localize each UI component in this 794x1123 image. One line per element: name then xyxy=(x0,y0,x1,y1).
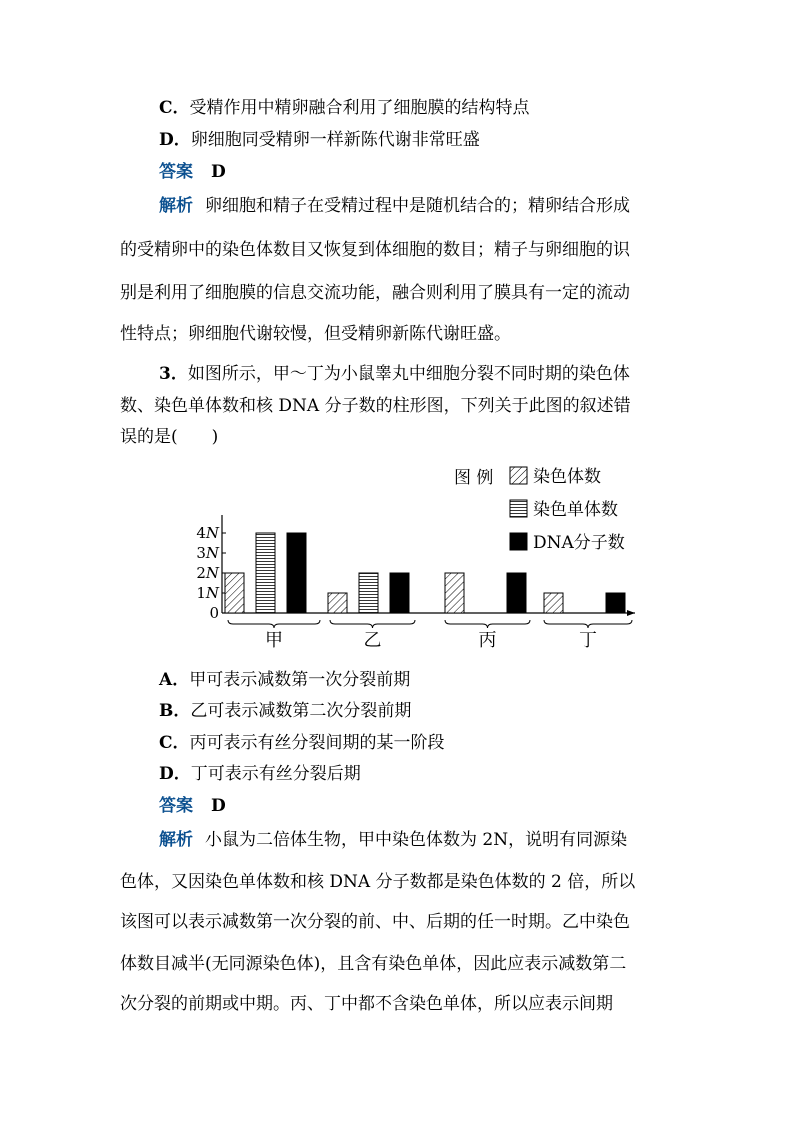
explanation-label: 解析 xyxy=(159,196,193,216)
bar-chromatid xyxy=(256,533,275,613)
bar-chromosome xyxy=(328,593,347,613)
option-c xyxy=(159,96,530,120)
category-label: 丁 xyxy=(579,630,597,651)
category-brace xyxy=(330,620,415,628)
option-letter: C． xyxy=(159,98,190,118)
explanation-line: 的受精卵中的染色体数目又恢复到体细胞的数目；精子与卵细胞的识 xyxy=(120,240,630,260)
bar-chromosome xyxy=(544,593,563,613)
explanation-line: 别是利用了细胞膜的信息交流功能，融合则利用了膜具有一定的流动 xyxy=(120,283,630,303)
question-stem-first-line xyxy=(159,362,630,386)
explanation-line: 该图可以表示减数第一次分裂的前、中、后期的任一时期。乙中染色 xyxy=(120,912,630,932)
option-text: 乙可表示减数第二次分裂前期 xyxy=(190,701,412,721)
bar-chromatid xyxy=(359,573,378,613)
category-brace xyxy=(544,620,632,628)
option-d xyxy=(159,128,480,152)
option-letter: A． xyxy=(159,670,190,690)
y-tick-label: 2N xyxy=(196,564,219,582)
category-label: 乙 xyxy=(363,630,382,651)
explanation-line: 色体，又因染色单体数和核 DNA 分子数都是染色体数的 2 倍，所以 xyxy=(120,872,636,892)
legend-title: 图 例 xyxy=(454,468,494,488)
chart-categories xyxy=(228,620,632,651)
bar-dna xyxy=(507,573,526,613)
y-tick-label: 0 xyxy=(209,604,219,622)
answer-label: 答案 xyxy=(159,796,193,816)
legend-label: DNA分子数 xyxy=(533,533,625,553)
explanation-text: 卵细胞和精子在受精过程中是随机结合的；精卵结合形成 xyxy=(205,196,630,216)
answer-label: 答案 xyxy=(159,162,193,182)
bar-dna xyxy=(606,593,625,613)
explanation-label: 解析 xyxy=(159,830,193,850)
category-label: 甲 xyxy=(265,630,283,651)
option-c xyxy=(159,731,445,755)
answer-line xyxy=(159,794,226,818)
explanation-first-line xyxy=(159,194,630,218)
question-stem-line: 误的是( ) xyxy=(120,427,219,447)
explanation-line: 体数目减半(无同源染色体)，且含有染色单体，因此应表示减数第二 xyxy=(120,954,627,974)
bar-dna xyxy=(390,573,409,613)
explanation-first-line xyxy=(159,828,627,852)
legend-swatch xyxy=(510,500,527,517)
answer-line xyxy=(159,160,226,184)
y-tick-label: 3N xyxy=(196,544,219,562)
option-text: 丁可表示有丝分裂后期 xyxy=(190,764,361,784)
option-letter: C． xyxy=(159,733,190,753)
bar-chromosome xyxy=(225,573,244,613)
option-letter: B． xyxy=(159,701,191,721)
legend-label: 染色体数 xyxy=(533,467,601,487)
category-brace xyxy=(445,620,530,628)
option-text: 卵细胞同受精卵一样新陈代谢非常旺盛 xyxy=(190,130,480,150)
option-text: 甲可表示减数第一次分裂前期 xyxy=(189,670,411,690)
answer-value: D xyxy=(211,162,226,182)
question-stem-text: 如图所示，甲～丁为小鼠睾丸中细胞分裂不同时期的染色体 xyxy=(187,364,630,384)
bar-chart xyxy=(180,455,650,655)
x-axis-arrow xyxy=(627,610,635,616)
legend-swatch xyxy=(510,533,527,550)
option-letter: D． xyxy=(159,764,191,784)
explanation-line: 次分裂的前期或中期。丙、丁中都不含染色单体，所以应表示间期 xyxy=(120,994,613,1014)
option-letter: D． xyxy=(159,130,191,150)
option-text: 受精作用中精卵融合利用了细胞膜的结构特点 xyxy=(189,98,530,118)
question-stem-line: 数、染色单体数和核 DNA 分子数的柱形图，下列关于此图的叙述错 xyxy=(120,396,631,416)
chart-legend xyxy=(454,467,625,553)
bar-chromosome xyxy=(445,573,464,613)
bar-dna xyxy=(287,533,306,613)
question-number: 3． xyxy=(159,364,188,384)
explanation-line: 性特点；卵细胞代谢较慢，但受精卵新陈代谢旺盛。 xyxy=(120,324,511,344)
legend-swatch xyxy=(510,467,527,484)
explanation-text: 小鼠为二倍体生物，甲中染色体数为 2N，说明有同源染 xyxy=(205,830,628,850)
option-b xyxy=(159,699,411,723)
y-tick-label: 4N xyxy=(196,524,219,542)
option-d xyxy=(159,762,361,786)
option-a xyxy=(159,668,410,692)
y-tick-label: 1N xyxy=(196,584,219,602)
category-brace xyxy=(228,620,320,628)
answer-value: D xyxy=(211,796,226,816)
option-text: 丙可表示有丝分裂间期的某一阶段 xyxy=(189,733,445,753)
category-label: 丙 xyxy=(478,630,497,651)
legend-label: 染色单体数 xyxy=(533,500,618,520)
